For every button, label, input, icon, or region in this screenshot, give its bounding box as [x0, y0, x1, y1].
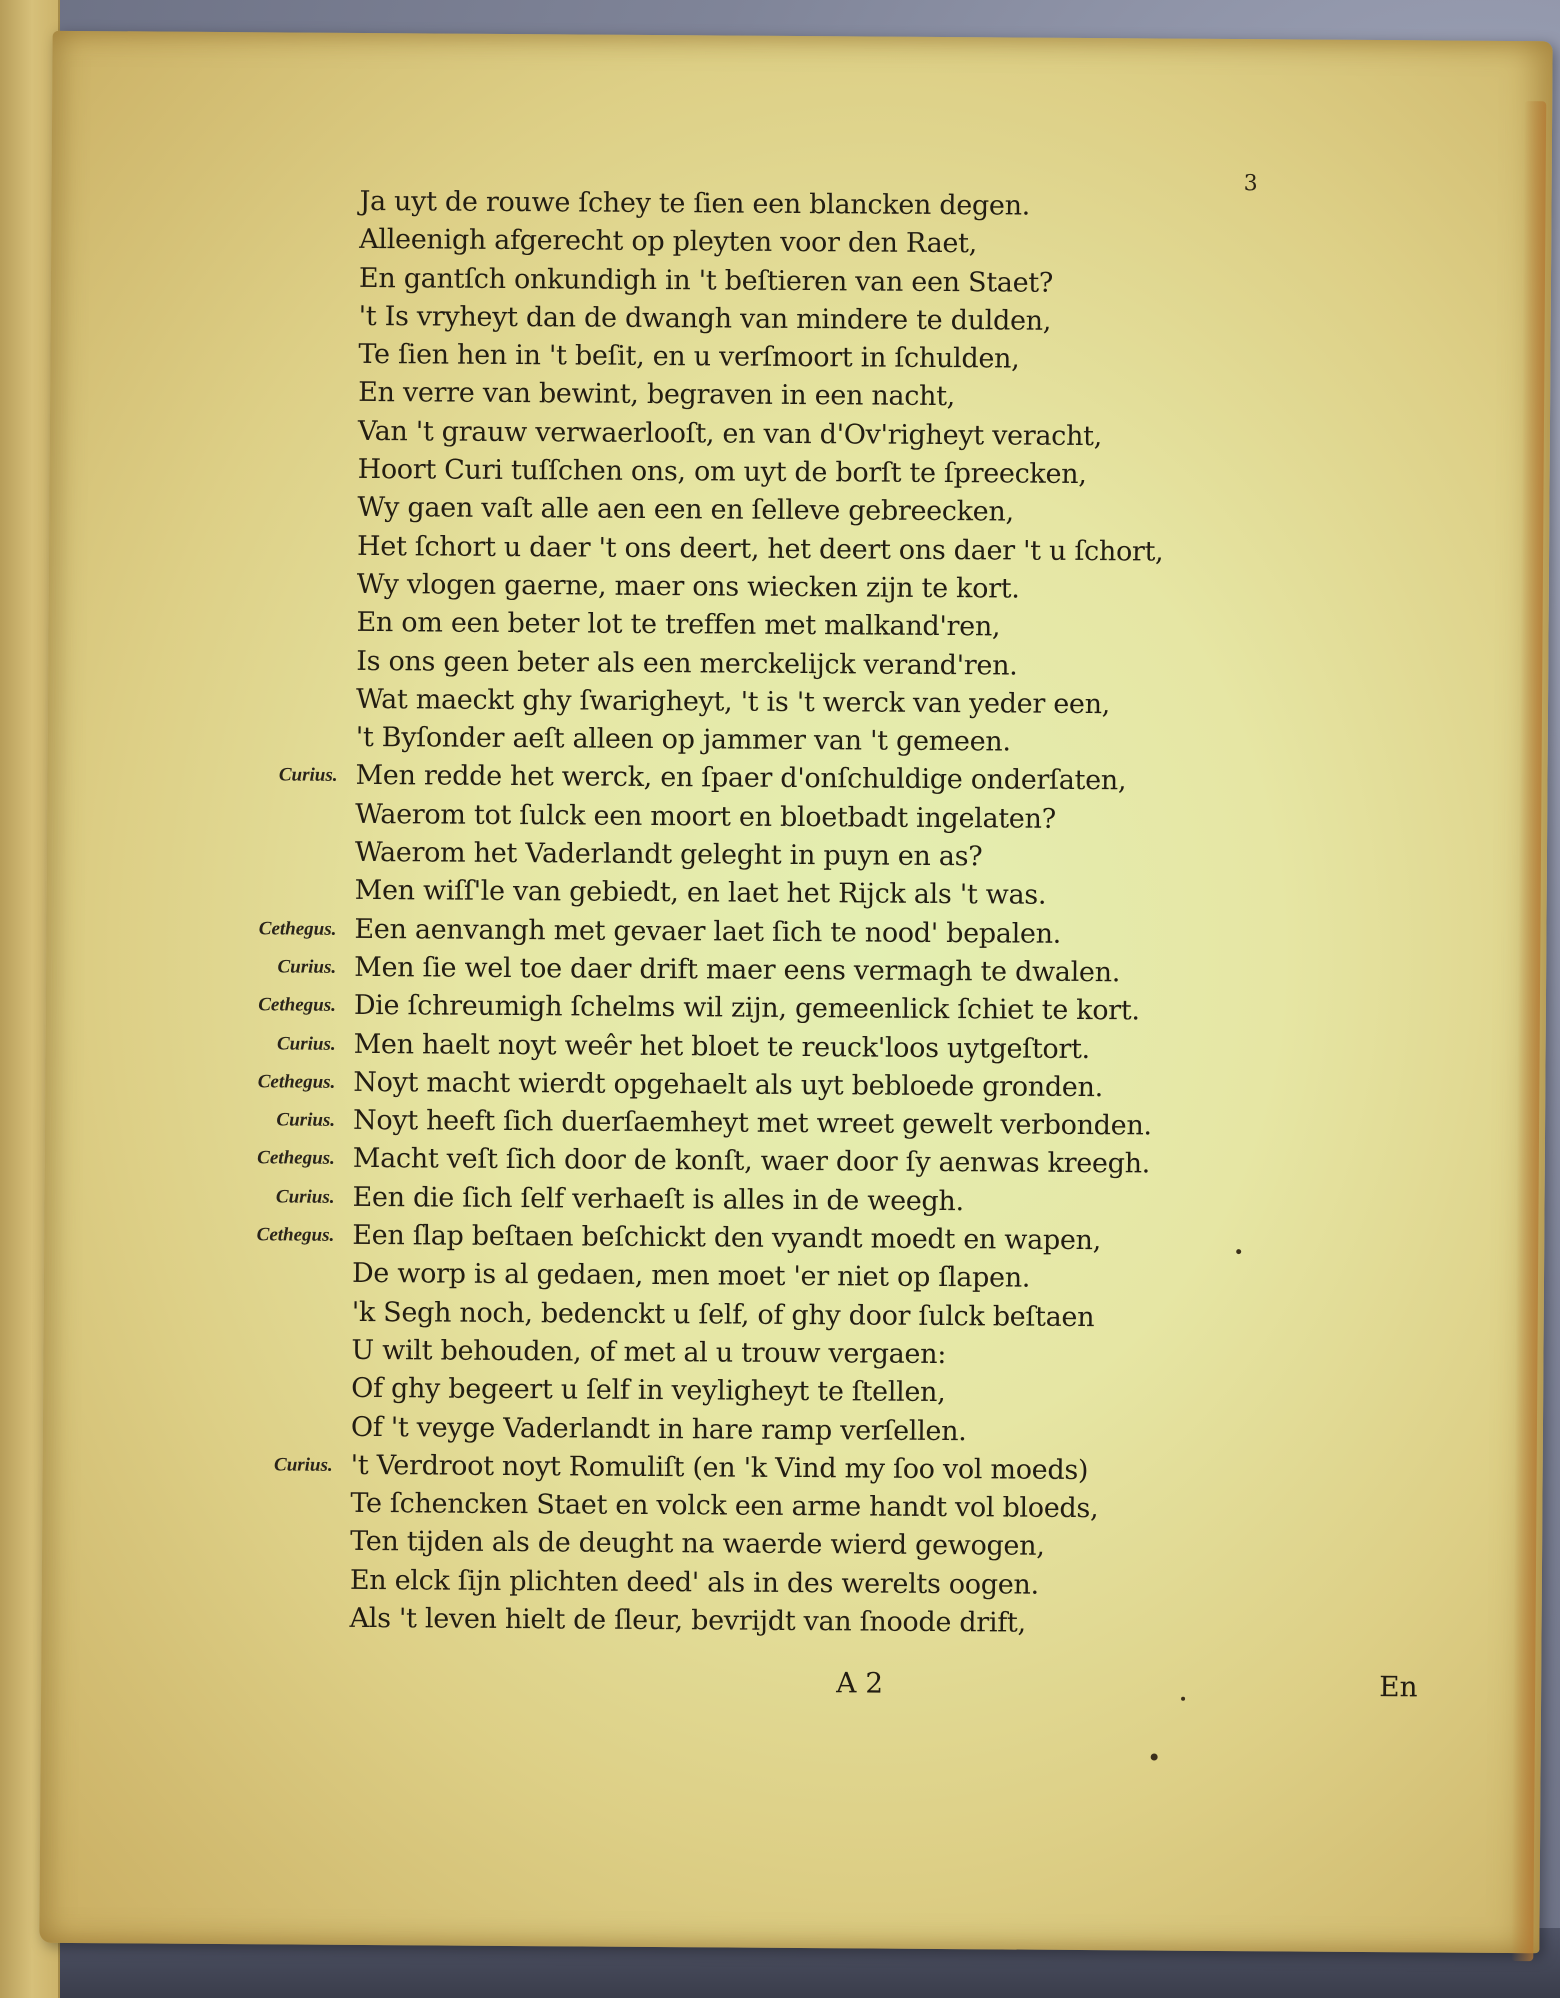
verse-line-text: Waerom het Vaderlandt geleght in puyn en as? [354, 836, 983, 873]
verse-line-text: En verre van bewint, begraven in een nacht, [358, 377, 956, 413]
speaker-name: Cethegus. [257, 1147, 335, 1170]
speaker-name [192, 1599, 332, 1600]
speaker-name: Cethegus. [258, 917, 337, 940]
speaker-name [192, 1560, 332, 1561]
verse-line-text: Hoort Curi tuſſchen ons, om uyt de borſt te ſpreecken, [357, 454, 1087, 491]
speaker-name [197, 795, 337, 796]
verse-line-text: Noyt macht wierdt opgehaelt als uyt bebloede gronden. [353, 1066, 1104, 1103]
verse-line-text: Ja uyt de rouwe ſchey te ſien een blancken degen. [359, 185, 1031, 222]
speaker-name: Curius. [277, 956, 337, 978]
verse-line-text: Wy vlogen gaerne, maer ons wiecken zijn te kort. [356, 568, 1020, 605]
verse-line-text: 't Is vryheyt dan de dwangh van mindere te dulden, [358, 300, 1052, 337]
ink-speck [1151, 1753, 1158, 1760]
speaker-name: Cethegus. [258, 994, 336, 1017]
speaker-name [198, 680, 338, 681]
verse-line-text: Die ſchreumigh ſchelms wil zijn, gemeenlick ſchiet te kort. [353, 990, 1140, 1027]
verse-line-text: U wilt behouden, of met al u trouw vergaen: [351, 1334, 947, 1370]
page-edge-shading [1511, 101, 1546, 1961]
verse-line-text: Het ſchort u daer 't ons deert, het deert ons daer 't u ſchort, [356, 530, 1164, 568]
verse-line-text: Of 't veyge Vaderlandt in hare ramp verſellen. [350, 1411, 967, 1447]
speaker-name [199, 603, 339, 604]
speaker-name [202, 182, 342, 183]
verse-line-text: Macht veſt ſich door de konſt, waer door ſy aenwas kreegh. [352, 1143, 1151, 1180]
verse-line-text: Een aenvangh met gevaer laet ſich te nood' bepalen. [354, 913, 1062, 950]
verse-line-text: Wat maeckt ghy ſwarigheyt, 't is 't werck van yeder een, [355, 683, 1111, 721]
speaker-name [200, 450, 340, 451]
speaker-name [201, 220, 341, 221]
speaker-name: Curius. [275, 1186, 335, 1208]
verse-line-text: Men wiſſ'le van gebiedt, en laet het Rijck als 't was. [354, 875, 1047, 912]
speaker-name: Curius. [276, 1032, 336, 1055]
speaker-name [201, 258, 341, 259]
speaker-name [200, 373, 340, 374]
verse-line-text: Men ſie wel toe daer drift maer eens vermagh te dwalen. [354, 951, 1121, 989]
speaker-name [199, 565, 339, 566]
speaker-name [193, 1484, 333, 1485]
speaker-name [197, 833, 337, 834]
speaker-name [201, 297, 341, 298]
speaker-name [200, 488, 340, 489]
speaker-name [198, 641, 338, 642]
speaker-name: Curius. [278, 764, 338, 787]
verse-line-text: Wy gaen vaſt alle aen een en ſelleve gebreecken, [357, 492, 1014, 528]
speaker-name [193, 1407, 333, 1408]
verse-line-text: Men haelt noyt weêr het bloet te reuck'loos uytgeſtort. [353, 1028, 1090, 1065]
verse-line-text: Men redde het werck, en ſpaer d'onſchuldige onderſaten, [355, 760, 1127, 797]
speaker-name [193, 1369, 333, 1370]
speaker-name: Curius. [276, 1109, 336, 1131]
verse-line-text: Van 't grauw verwaerlooſt, en van d'Ov'righeyt veracht, [357, 415, 1103, 452]
verse-line-text: Of ghy begeert u ſelf in veyligheyt te ſtellen, [351, 1373, 946, 1409]
verse-line-text: Een die ſich ſelf verhaeſt is alles in de weegh. [352, 1181, 964, 1217]
page-number: 3 [1243, 171, 1258, 197]
speaker-name [200, 412, 340, 413]
verse-line-text: Als 't leven hielt de ſleur, bevrijdt van ſnoode drift, [349, 1602, 1026, 1639]
ink-speck [1181, 1697, 1185, 1701]
verse-line-text: 't Verdroot noyt Romuliſt (en 'k Vind my ſoo vol moeds) [350, 1449, 1089, 1486]
speaker-name: Cethegus. [256, 1224, 335, 1246]
verse-text [191, 182, 1261, 1645]
speaker-name [194, 1254, 334, 1255]
verse-line-text: En om een beter lot te treffen met malkand'ren, [356, 607, 1001, 643]
verse-line [191, 1599, 1251, 1645]
speaker-name [194, 1292, 334, 1293]
verse-line-text: Noyt heeft ſich duerſaemheyt met wreet gewelt verbonden. [352, 1105, 1152, 1142]
verse-line-text: Een ſlap beſtaen beſchickt den vyandt moedt en wapen, [352, 1219, 1102, 1257]
speaker-name [197, 871, 337, 872]
verse-line-text: Is ons geen beter als een merckelijck verand'ren. [356, 645, 1018, 682]
verse-line-text: En gantſch onkundigh in 't beſtieren van een Staet? [358, 262, 1054, 299]
verse-line-text: 't Byſonder aeſt alleen op jammer van 't gemeen. [355, 722, 1011, 758]
speaker-name [192, 1522, 332, 1523]
speaker-name [194, 1331, 334, 1332]
verse-line-text: Waerom tot ſulck een moort en bloetbadt ingelaten? [355, 798, 1056, 835]
speaker-name [201, 335, 341, 336]
verse-line-text: En elck ſijn plichten deed' als in des werelts oogen. [349, 1564, 1039, 1601]
verse-line-text: De worp is al gedaen, men moet 'er niet op ſlapen. [351, 1258, 1031, 1294]
verse-line-text: Te ſien hen in 't beſit, en u verſmoort in ſchulden, [358, 339, 1020, 375]
verse-line-text: Alleenigh afgerecht op pleyten voor den Raet, [359, 224, 978, 260]
speaker-name [199, 526, 339, 527]
signature-mark: A 2 [836, 1666, 884, 1700]
speaker-name [198, 718, 338, 719]
verse-line-text: Te ſchencken Staet en volck een arme handt vol bloeds, [350, 1487, 1099, 1525]
speaker-name: Curius. [273, 1454, 333, 1476]
catchword: En [1379, 1670, 1418, 1704]
book-page [39, 31, 1552, 1953]
ink-speck [1236, 1249, 1241, 1254]
speaker-name: Cethegus. [257, 1071, 336, 1093]
verse-line-text: Ten tijden als de deught na waerde wierd gewogen, [350, 1526, 1045, 1563]
verse-line-text: 'k Segh noch, bedenckt u ſelf, of ghy door ſulck beſtaen [351, 1296, 1095, 1333]
